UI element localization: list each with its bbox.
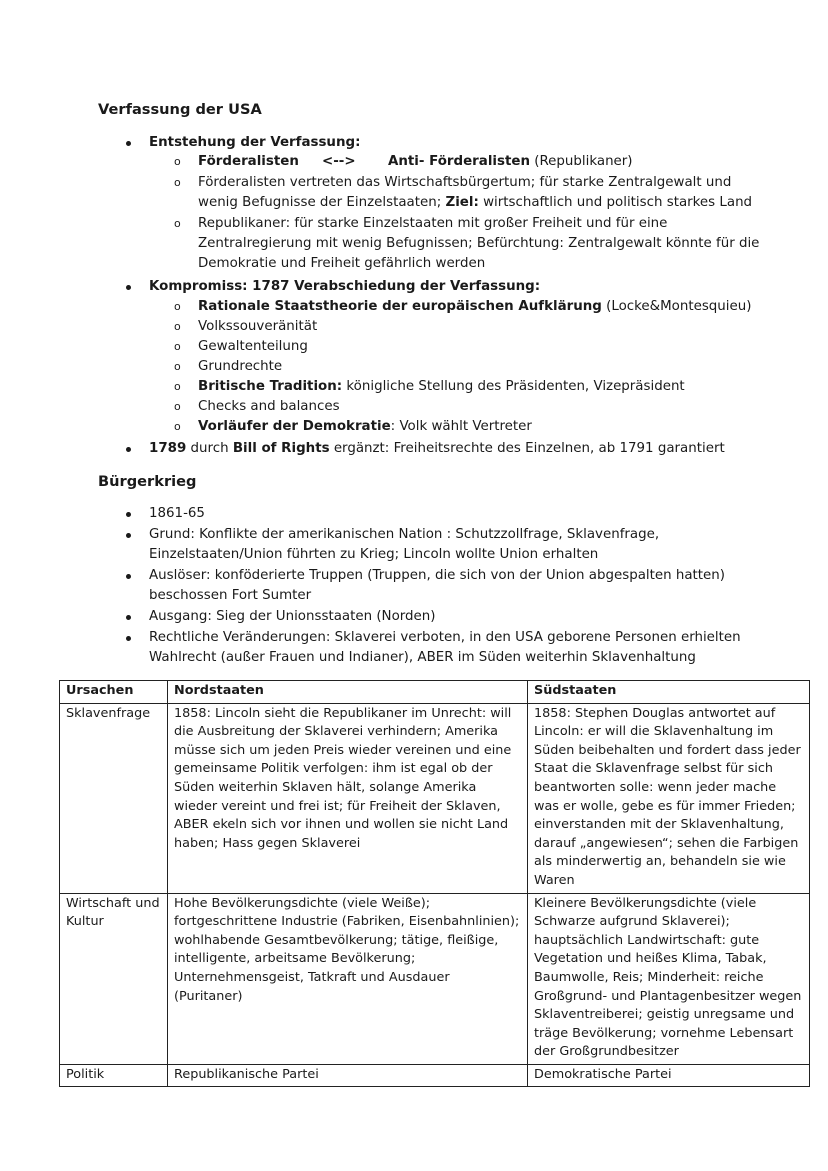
item-ausgang: Ausgang: Sieg der Unionsstaaten (Norden) xyxy=(149,609,436,624)
bullet-entstehung: Entstehung der Verfassung: xyxy=(149,135,361,150)
item-grundrechte: Grundrechte xyxy=(198,359,283,374)
ziel-term: Ziel: xyxy=(445,195,479,210)
bullet-icon xyxy=(126,447,131,452)
bullet-bill-of-rights xyxy=(149,439,725,459)
item-britische-tradition xyxy=(198,377,685,397)
table-row xyxy=(60,893,810,1064)
text-span: ergänzt: Freiheitsrechte des Einzelnen, ab 1791 garantiert xyxy=(329,441,725,456)
year-term: 1789 xyxy=(149,441,187,456)
table-row xyxy=(60,703,810,893)
table-row xyxy=(60,1064,810,1087)
anti-foederalisten xyxy=(388,152,633,172)
cell-nord: 1858: Lincoln sieht die Republikaner im Unrecht: will die Ausbreitung der Sklaverei verhindern; Amerika müsse sich um jeden Preis wieder vereinen und eine gemeinsame Politik verfolgen: ihm ist egal ob der Süden weiterhin Sklaven hält, solange Amerika wieder vereint und frei ist; für Freiheit der Sklaven, ABER ekeln sich vor ihnen und wollen sie nicht Land haben; Hass gegen Sklaverei xyxy=(168,703,528,893)
item-gewaltenteilung: Gewaltenteilung xyxy=(198,339,308,354)
text-span: durch xyxy=(186,441,233,456)
republikaner-note: (Republikaner) xyxy=(530,154,633,169)
foederalisten-term: Förderalisten xyxy=(198,154,299,169)
cell-sued: Demokratische Partei xyxy=(528,1064,810,1087)
sub-bullet-icon: o xyxy=(174,217,181,230)
item-zeitraum: 1861-65 xyxy=(149,506,205,521)
bold-term: Rationale Staatstheorie der europäischen Aufklärung xyxy=(198,299,602,314)
item-ausloeser-line1: Auslöser: konföderierte Truppen (Truppen, die sich von der Union abgespalten hatten) xyxy=(149,568,725,583)
header-ursachen: Ursachen xyxy=(60,681,168,704)
bullet-icon xyxy=(126,512,131,517)
text-span: (Locke&Montesquieu) xyxy=(601,299,752,314)
sub-bullet-icon: o xyxy=(174,400,181,413)
sub-bullet-icon: o xyxy=(174,360,181,373)
text-span: wirtschaftlich und politisch starkes Land xyxy=(478,195,753,210)
cell-ursache: Sklavenfrage xyxy=(60,703,168,893)
republikaner-line1: Republikaner: für starke Einzelstaaten mit großer Freiheit und für eine xyxy=(198,216,668,231)
table-header-row xyxy=(60,681,810,704)
foederalisten-line1: Förderalisten vertreten das Wirtschaftsbürgertum; für starke Zentralgewalt und xyxy=(198,175,732,190)
cell-nord: Hohe Bevölkerungsdichte (viele Weiße); fortgeschrittene Industrie (Fabriken, Eisenbahnlinien); wohlhabende Gesamtbevölkerung; tätige, fleißige, intelligente, arbeitsame Bevölkerung; Unternehmensgeist, Tatkraft und Ausdauer (Puritaner) xyxy=(168,893,528,1064)
bold-term: Britische Tradition: xyxy=(198,379,343,394)
sub-bullet-icon: o xyxy=(174,300,181,313)
sub-bullet-icon: o xyxy=(174,320,181,333)
text-span: wenig Befugnisse der Einzelstaaten; xyxy=(198,195,446,210)
sub-item-foederalisten xyxy=(198,152,299,172)
sub-bullet-icon: o xyxy=(174,420,181,433)
cell-ursache: Wirtschaft und Kultur xyxy=(60,893,168,1064)
bullet-icon xyxy=(126,574,131,579)
item-volkssouveraenitaet: Volkssouveränität xyxy=(198,319,318,334)
bill-term: Bill of Rights xyxy=(232,441,330,456)
sub-bullet-icon: o xyxy=(174,380,181,393)
header-suedstaaten: Südstaaten xyxy=(528,681,810,704)
comparison-table xyxy=(59,680,810,1087)
section-title-buergerkrieg: Bürgerkrieg xyxy=(98,473,197,490)
item-staatstheorie xyxy=(198,297,751,317)
bullet-icon xyxy=(126,533,131,538)
text-span: : Volk wählt Vertreter xyxy=(390,419,532,434)
text-span: königliche Stellung des Präsidenten, Vizepräsident xyxy=(342,379,685,394)
item-vorlaeufer xyxy=(198,417,532,437)
versus-arrow: <--> xyxy=(322,154,356,169)
sub-bullet-icon: o xyxy=(174,155,181,168)
item-checks-balances: Checks and balances xyxy=(198,399,340,414)
cell-sued: Kleinere Bevölkerungsdichte (viele Schwarze aufgrund Sklaverei); hauptsächlich Landwirtschaft: gute Vegetation und heißes Klima, Tabak, Baumwolle, Reis; Minderheit: reiche Großgrund- und Plantagenbesitzer wegen Sklaventreiberei; geistig unregsame und träge Bevölkerung; vornehme Lebensart der Großgrundbesitzer xyxy=(528,893,810,1064)
item-recht-line2: Wahlrecht (außer Frauen und Indianer), ABER im Süden weiterhin Sklavenhaltung xyxy=(149,650,696,665)
bullet-icon xyxy=(126,636,131,641)
sub-bullet-icon: o xyxy=(174,340,181,353)
bold-term: Vorläufer der Demokratie xyxy=(198,419,391,434)
header-nordstaaten: Nordstaaten xyxy=(168,681,528,704)
item-recht-line1: Rechtliche Veränderungen: Sklaverei verboten, in den USA geborene Personen erhielten xyxy=(149,630,741,645)
bullet-icon xyxy=(126,141,131,146)
republikaner-line2: Zentralregierung mit wenig Befugnissen; Befürchtung: Zentralgewalt könnte für die xyxy=(198,236,760,251)
bullet-icon xyxy=(126,285,131,290)
republikaner-line3: Demokratie und Freiheit gefährlich werden xyxy=(198,256,486,271)
anti-term: Anti- Förderalisten xyxy=(388,154,530,169)
bullet-kompromiss: Kompromiss: 1787 Verabschiedung der Verfassung: xyxy=(149,279,541,294)
cell-sued: 1858: Stephen Douglas antwortet auf Lincoln: er will die Sklavenhaltung im Süden beibehalten und fordert dass jeder Staat die Sklavenfrage selbst für sich beantworten solle: wenn jeder mache was er wolle, gebe es für immer Frieden; einverstanden mit der Sklavenhaltung, darauf „angewiesen“; sehen die Farbigen als minderwertig an, behandeln sie wie Waren xyxy=(528,703,810,893)
foederalisten-line2 xyxy=(198,193,752,213)
section-title-verfassung: Verfassung der USA xyxy=(98,101,262,118)
bullet-icon xyxy=(126,615,131,620)
item-grund-line1: Grund: Konflikte der amerikanischen Nation : Schutzzollfrage, Sklavenfrage, xyxy=(149,527,660,542)
item-grund-line2: Einzelstaaten/Union führten zu Krieg; Lincoln wollte Union erhalten xyxy=(149,547,599,562)
cell-nord: Republikanische Partei xyxy=(168,1064,528,1087)
item-ausloeser-line2: beschossen Fort Sumter xyxy=(149,588,312,603)
sub-bullet-icon: o xyxy=(174,176,181,189)
cell-ursache: Politik xyxy=(60,1064,168,1087)
